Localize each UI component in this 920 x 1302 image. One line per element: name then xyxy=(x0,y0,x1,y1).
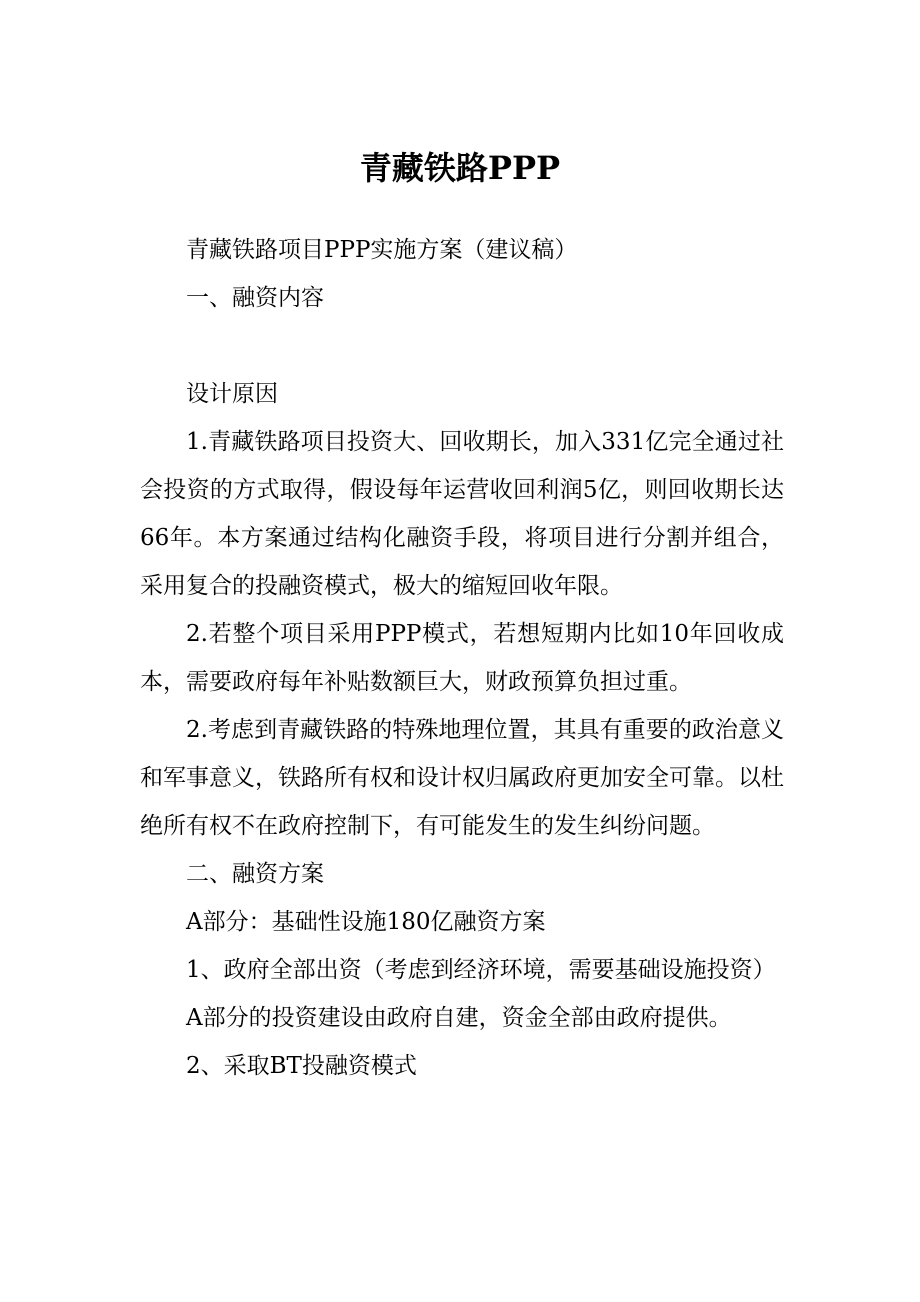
section-heading-financing-plan: 二、融资方案 xyxy=(186,861,324,887)
document-body xyxy=(140,226,784,1090)
paragraph-part-a-self-built: A部分的投资建设由政府自建，资金全部由政府提供。 xyxy=(186,1005,732,1031)
paragraph-reason-3: 2.考虑到青藏铁路的特殊地理位置，其具有重要的政治意义和军事意义，铁路所有权和设计权归属政府更加安全可靠。以杜绝所有权不在政府控制下，有可能发生的发生纠纷问题。 xyxy=(140,717,784,839)
heading-design-reason: 设计原因 xyxy=(186,381,278,407)
section-heading-financing-content: 一、融资内容 xyxy=(186,285,324,311)
paragraph-part-a: A部分：基础性设施180亿融资方案 xyxy=(186,909,546,935)
document-title: 青藏铁路PPP xyxy=(359,149,561,187)
paragraph-reason-1: 1.青藏铁路项目投资大、回收期长，加入331亿完全通过社会投资的方式取得，假设每年运营收回利润5亿，则回收期长达66年。本方案通过结构化融资手段，将项目进行分割并组合，采用复合的投融资模式，极大的缩短回收年限。 xyxy=(140,429,784,599)
paragraph-reason-2: 2.若整个项目采用PPP模式，若想短期内比如10年回收成本，需要政府每年补贴数额巨大，财政预算负担过重。 xyxy=(140,621,784,695)
subtitle-paragraph: 青藏铁路项目PPP实施方案（建议稿） xyxy=(186,237,578,263)
paragraph-bt-model: 2、采取BT投融资模式 xyxy=(186,1053,417,1079)
paragraph-government-funding: 1、政府全部出资（考虑到经济环境，需要基础设施投资） xyxy=(186,957,776,983)
